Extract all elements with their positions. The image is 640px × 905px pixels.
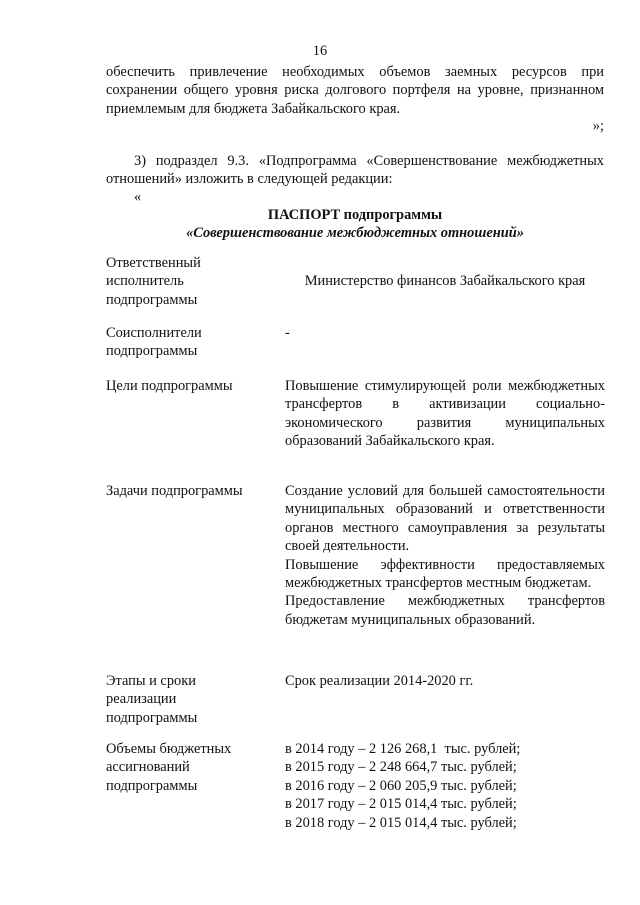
responsible-value: Министерство финансов Забайкальского края xyxy=(304,273,586,289)
goals-text: Повышение стимулирующей роли межбюджетных трансфертов в активизации социально-экономического развития муниципальных образований Забайкальского края. xyxy=(285,378,605,450)
budget-item: в 2015 году – 2 248 664,7 тыс. рублей; xyxy=(285,759,517,776)
task-item: Создание условий для большей самостоятельности муниципальных образований и ответственности органов местного самоуправления за результаты своей деятельности. xyxy=(285,483,605,555)
task-item: Повышение эффективности предоставляемых межбюджетных трансфертов местным бюджетам. xyxy=(285,556,605,592)
tasks-label: Задачи подпрограммы xyxy=(106,483,243,499)
coexecutors-label: Соисполнители подпрограммы xyxy=(106,325,202,360)
goals-value xyxy=(285,377,605,451)
budget-item: в 2016 году – 2 060 205,9 тыс. рублей; xyxy=(285,777,517,794)
intro-paragraph xyxy=(106,63,604,118)
budget-label: Объемы бюджетных ассигнований подпрограммы xyxy=(106,741,232,794)
stages-label: Этапы и сроки реализации подпрограммы xyxy=(106,673,198,726)
task-item: Предоставление межбюджетных трансфертов бюджетам муниципальных образований. xyxy=(285,593,605,628)
passport-title-line2: «Совершенствование межбюджетных отношений» xyxy=(186,225,524,242)
coexecutors-value: - xyxy=(285,325,290,341)
budget-item: в 2018 году – 2 015 014,4 тыс. рублей; xyxy=(285,814,517,831)
intro-closing-quote: »; xyxy=(592,118,604,134)
responsible-label: Ответственный исполнитель подпрограммы xyxy=(106,255,201,308)
stages-value: Срок реализации 2014-2020 гг. xyxy=(285,673,474,689)
subsection-text: 3) подраздел 9.3. «Подпрограмма «Совершенствование межбюджетных отношений» изложить в следующей редакции: xyxy=(106,153,604,188)
budget-value xyxy=(285,740,605,832)
passport-title xyxy=(106,206,604,243)
goals-label: Цели подпрограммы xyxy=(106,378,233,394)
page-number: 16 xyxy=(312,43,328,59)
opening-quote: « xyxy=(134,189,142,205)
tasks-value xyxy=(285,482,605,629)
intro-text: обеспечить привлечение необходимых объемов заемных ресурсов при сохранении общего уровня риска долгового портфеля на уровне, признанном приемлемым для бюджета Забайкальского края. xyxy=(106,64,604,117)
budget-item: в 2017 году – 2 015 014,4 тыс. рублей; xyxy=(285,796,517,813)
subsection-paragraph xyxy=(106,152,604,189)
budget-item: в 2014 году – 2 126 268,1 тыс. рублей; xyxy=(285,741,521,757)
passport-title-line1: ПАСПОРТ подпрограммы xyxy=(267,207,443,223)
